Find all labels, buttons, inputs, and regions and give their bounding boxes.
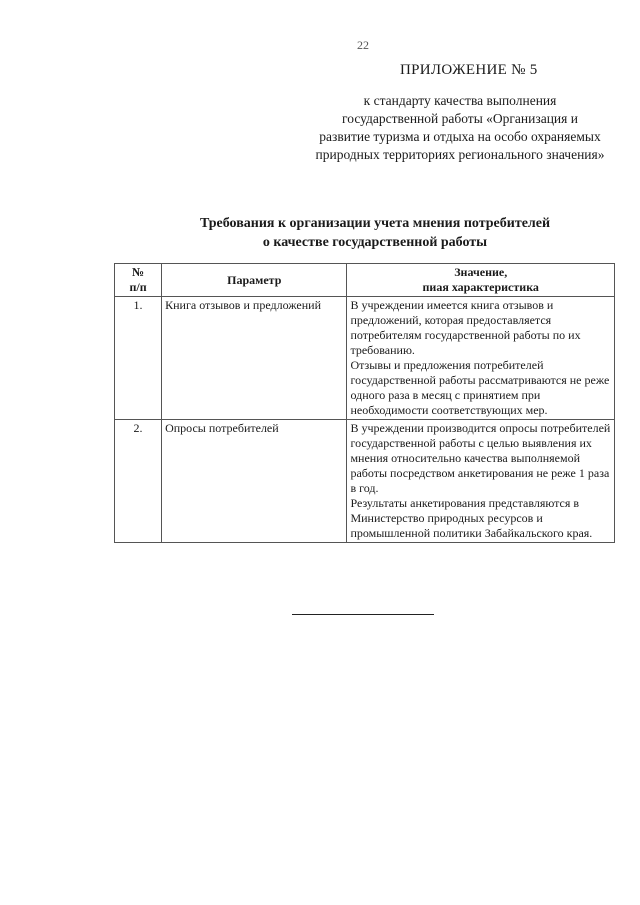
requirements-table bbox=[114, 263, 615, 543]
header-parameter-label: Параметр bbox=[227, 272, 282, 287]
row-number: 1. bbox=[115, 297, 162, 420]
row-parameter: Книга отзывов и предложений bbox=[162, 297, 347, 420]
document-heading-line-1: Требования к организации учета мнения потребителей bbox=[199, 216, 551, 231]
header-number bbox=[115, 264, 162, 297]
header-parameter bbox=[162, 264, 347, 297]
header-number-line-2: п/п bbox=[129, 280, 147, 294]
row-parameter: Опросы потребителей bbox=[162, 420, 347, 543]
document-heading bbox=[140, 214, 610, 252]
table-row bbox=[115, 420, 615, 543]
header-number-line-1: № bbox=[132, 265, 145, 279]
document-heading-line-2: о качестве государственной работы bbox=[262, 235, 488, 250]
header-value-line-2: пиая характеристика bbox=[422, 280, 539, 294]
appendix-title: ПРИЛОЖЕНИЕ № 5 bbox=[400, 62, 538, 78]
row-value: В учреждении производится опросы потребителей государственной работы с целью выявления их мнения относительно качества выполняемой работы посредством анкетирования не реже 1 раза в год. Результаты анкетирования представляются в Министерство природных ресурсов и промышленной политики Забайкальского края. bbox=[347, 420, 615, 543]
header-value-line-1: Значение, bbox=[454, 265, 508, 279]
row-value: В учреждении имеется книга отзывов и предложений, которая предоставляется потребителям государственной работы по их требованию. Отзывы и предложения потребителей государственной работы рассматриваются не реже одного раза в месяц с принятием при необходимости соответствующих мер. bbox=[347, 297, 615, 420]
appendix-subtitle: к стандарту качества выполнения государственной работы «Организация и развитие туризма и отдыха на особо охраняемых природных территориях регионального значения» bbox=[315, 93, 605, 162]
table-row bbox=[115, 297, 615, 420]
header-value bbox=[347, 264, 615, 297]
row-number: 2. bbox=[115, 420, 162, 543]
table-header-row bbox=[115, 264, 615, 297]
end-rule-divider bbox=[292, 614, 434, 615]
page-number: 22 bbox=[357, 38, 369, 52]
